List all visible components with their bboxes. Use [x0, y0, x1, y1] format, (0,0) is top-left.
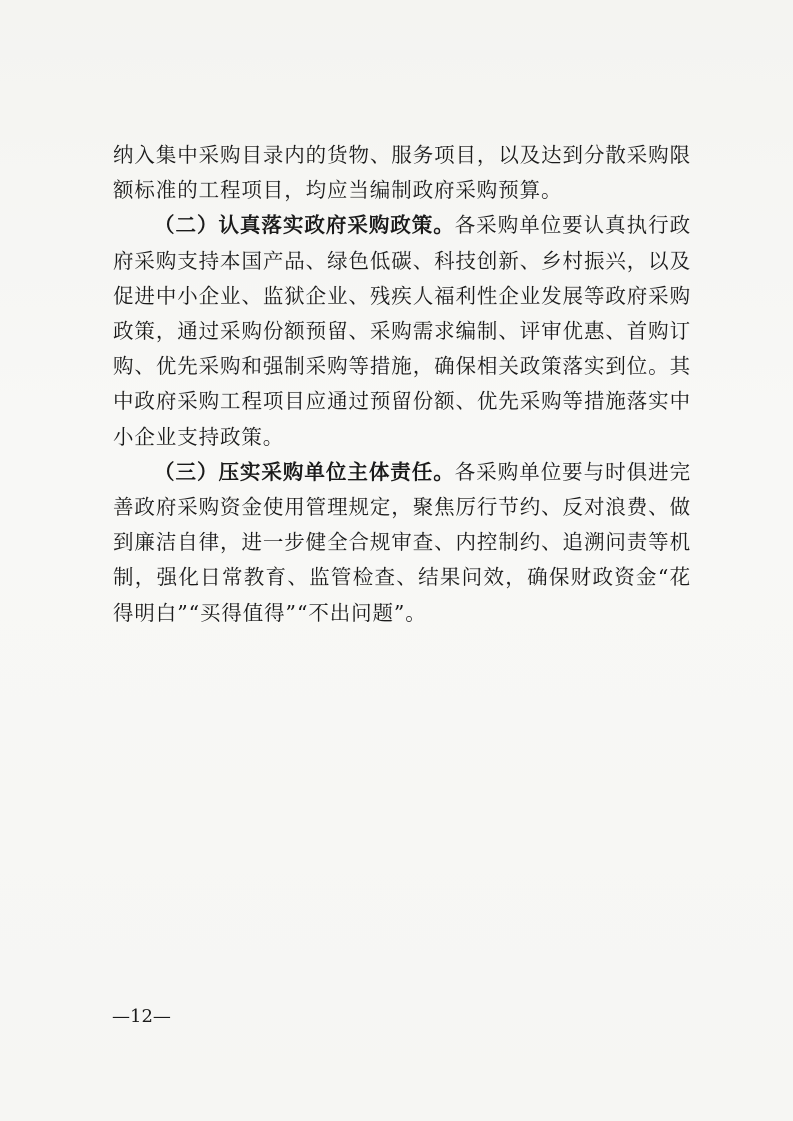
paragraph-1-text: 纳入集中采购目录内的货物、服务项目，以及达到分散采购限额标准的工程项目，均应当编制政府采购预算。	[113, 143, 691, 203]
paragraph-2-lead: （二）认真落实政府采购政策。	[154, 213, 455, 238]
paragraph-3	[113, 455, 691, 631]
paragraph-2	[113, 208, 691, 454]
paragraph-1	[113, 138, 691, 208]
paragraph-3-lead: （三）压实采购单位主体责任。	[154, 459, 455, 484]
body-text	[113, 138, 691, 631]
page-number: —12—	[112, 1006, 171, 1027]
paragraph-2-text: 各采购单位要认真执行政府采购支持本国产品、绿色低碳、科技创新、乡村振兴，以及促进中小企业、监狱企业、残疾人福利性企业发展等政府采购政策，通过采购份额预留、采购需求编制、评审优惠、首购订购、优先采购和强制采购等措施，确保相关政策落实到位。其中政府采购工程项目应通过预留份额、优先采购等措施落实中小企业支持政策。	[113, 213, 691, 449]
paragraph-3-text: 各采购单位要与时俱进完善政府采购资金使用管理规定，聚焦厉行节约、反对浪费、做到廉洁自律，进一步健全合规审查、内控制约、追溯问责等机制，强化日常教育、监管检查、结果问效，确保财政资金“花得明白”“买得值得”“不出问题”。	[113, 459, 691, 625]
